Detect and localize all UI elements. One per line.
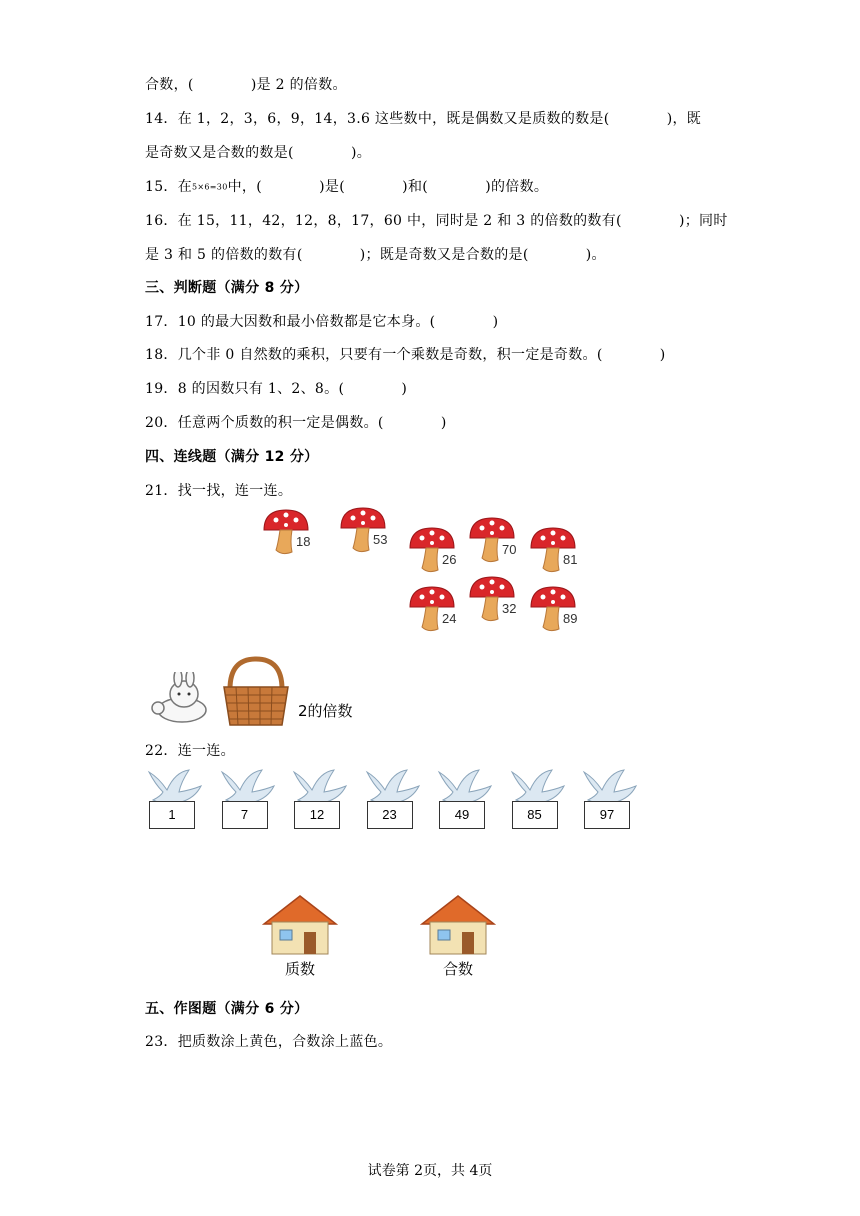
mushroom-89[interactable] [529, 585, 589, 635]
bird-number: 97 [584, 801, 630, 829]
mushroom-81[interactable] [529, 526, 589, 576]
q15-prefix: 15．在 [145, 179, 193, 195]
page-footer: 试卷第 2页，共 4页 [367, 1163, 493, 1179]
bird-number: 7 [222, 801, 268, 829]
mushroom-icon [408, 526, 456, 576]
bird-number: 49 [439, 801, 485, 829]
section-3-heading: 三、判断题（满分 8 分） [145, 280, 309, 296]
mushroom-icon [339, 506, 387, 556]
bird-number: 23 [367, 801, 413, 829]
rabbit-icon [144, 672, 212, 724]
mushroom-24[interactable] [408, 585, 468, 635]
mushroom-icon [262, 508, 310, 558]
q17: 17．10 的最大因数和最小倍数都是它本身。( ) [145, 314, 499, 330]
mushroom-icon [408, 585, 456, 635]
q15-suffix: 中，( )是( )和( )的倍数。 [227, 179, 549, 195]
house-prime-label: 质数 [284, 960, 315, 978]
bird-card-49[interactable] [435, 768, 495, 832]
mushroom-number: 53 [373, 532, 388, 547]
mushroom-icon [529, 526, 577, 576]
house-prime[interactable] [262, 894, 338, 980]
q14-line2: 是奇数又是合数的数是( )。 [145, 145, 372, 161]
q23: 23．把质数涂上黄色，合数涂上蓝色。 [145, 1034, 393, 1050]
q21: 21．找一找，连一连。 [145, 483, 293, 499]
mushroom-number: 26 [442, 552, 457, 567]
bird-card-97[interactable] [580, 768, 640, 832]
section-5-heading: 五、作图题（满分 6 分） [145, 1001, 309, 1017]
mushroom-icon [529, 585, 577, 635]
bird-card-12[interactable] [290, 768, 350, 832]
house-composite[interactable] [420, 894, 496, 980]
bird-card-7[interactable] [218, 768, 278, 832]
mushroom-number: 70 [502, 542, 517, 557]
mushroom-53[interactable] [339, 506, 399, 556]
bird-card-85[interactable] [508, 768, 568, 832]
bird-number: 85 [512, 801, 558, 829]
section-4-heading: 四、连线题（满分 12 分） [145, 449, 319, 465]
house-icon [420, 894, 496, 956]
mushroom-number: 32 [502, 601, 517, 616]
mushroom-26[interactable] [408, 526, 468, 576]
q16-line2: 是 3 和 5 的倍数的数有( )；既是奇数又是合数的是( )。 [145, 247, 606, 263]
basket-icon [220, 655, 292, 727]
q15-formula: 5×6=30 [192, 182, 228, 192]
mushroom-number: 24 [442, 611, 457, 626]
q22: 22．连一连。 [145, 743, 235, 759]
house-composite-label: 合数 [442, 960, 473, 978]
q18: 18．几个非 0 自然数的乘积，只要有一个乘数是奇数，积一定是奇数。( ) [145, 347, 666, 363]
q20: 20．任意两个质数的积一定是偶数。( ) [145, 415, 447, 431]
q19: 19．8 的因数只有 1、2、8。( ) [145, 381, 408, 397]
house-icon [262, 894, 338, 956]
mushroom-number: 81 [563, 552, 578, 567]
mushroom-18[interactable] [262, 508, 322, 558]
mushroom-number: 18 [296, 534, 311, 549]
bird-number: 12 [294, 801, 340, 829]
q16-line1: 16．在 15，11，42，12，8，17，60 中，同时是 2 和 3 的倍数的数有( )；同时 [145, 213, 728, 229]
mushroom-number: 89 [563, 611, 578, 626]
mushroom-icon [468, 516, 516, 566]
q14-line1: 14．在 1，2，3，6，9，14，3.6 这些数中，既是偶数又是质数的数是( )，既 [145, 111, 702, 127]
mushroom-32[interactable] [468, 575, 528, 625]
bird-card-23[interactable] [363, 768, 423, 832]
bird-card-1[interactable] [145, 768, 205, 832]
basket-label: 2的倍数 [298, 702, 353, 720]
q13-tail: 合数，( )是 2 的倍数。 [145, 77, 347, 93]
mushroom-70[interactable] [468, 516, 528, 566]
q15 [145, 176, 548, 196]
mushroom-icon [468, 575, 516, 625]
bird-number: 1 [149, 801, 195, 829]
